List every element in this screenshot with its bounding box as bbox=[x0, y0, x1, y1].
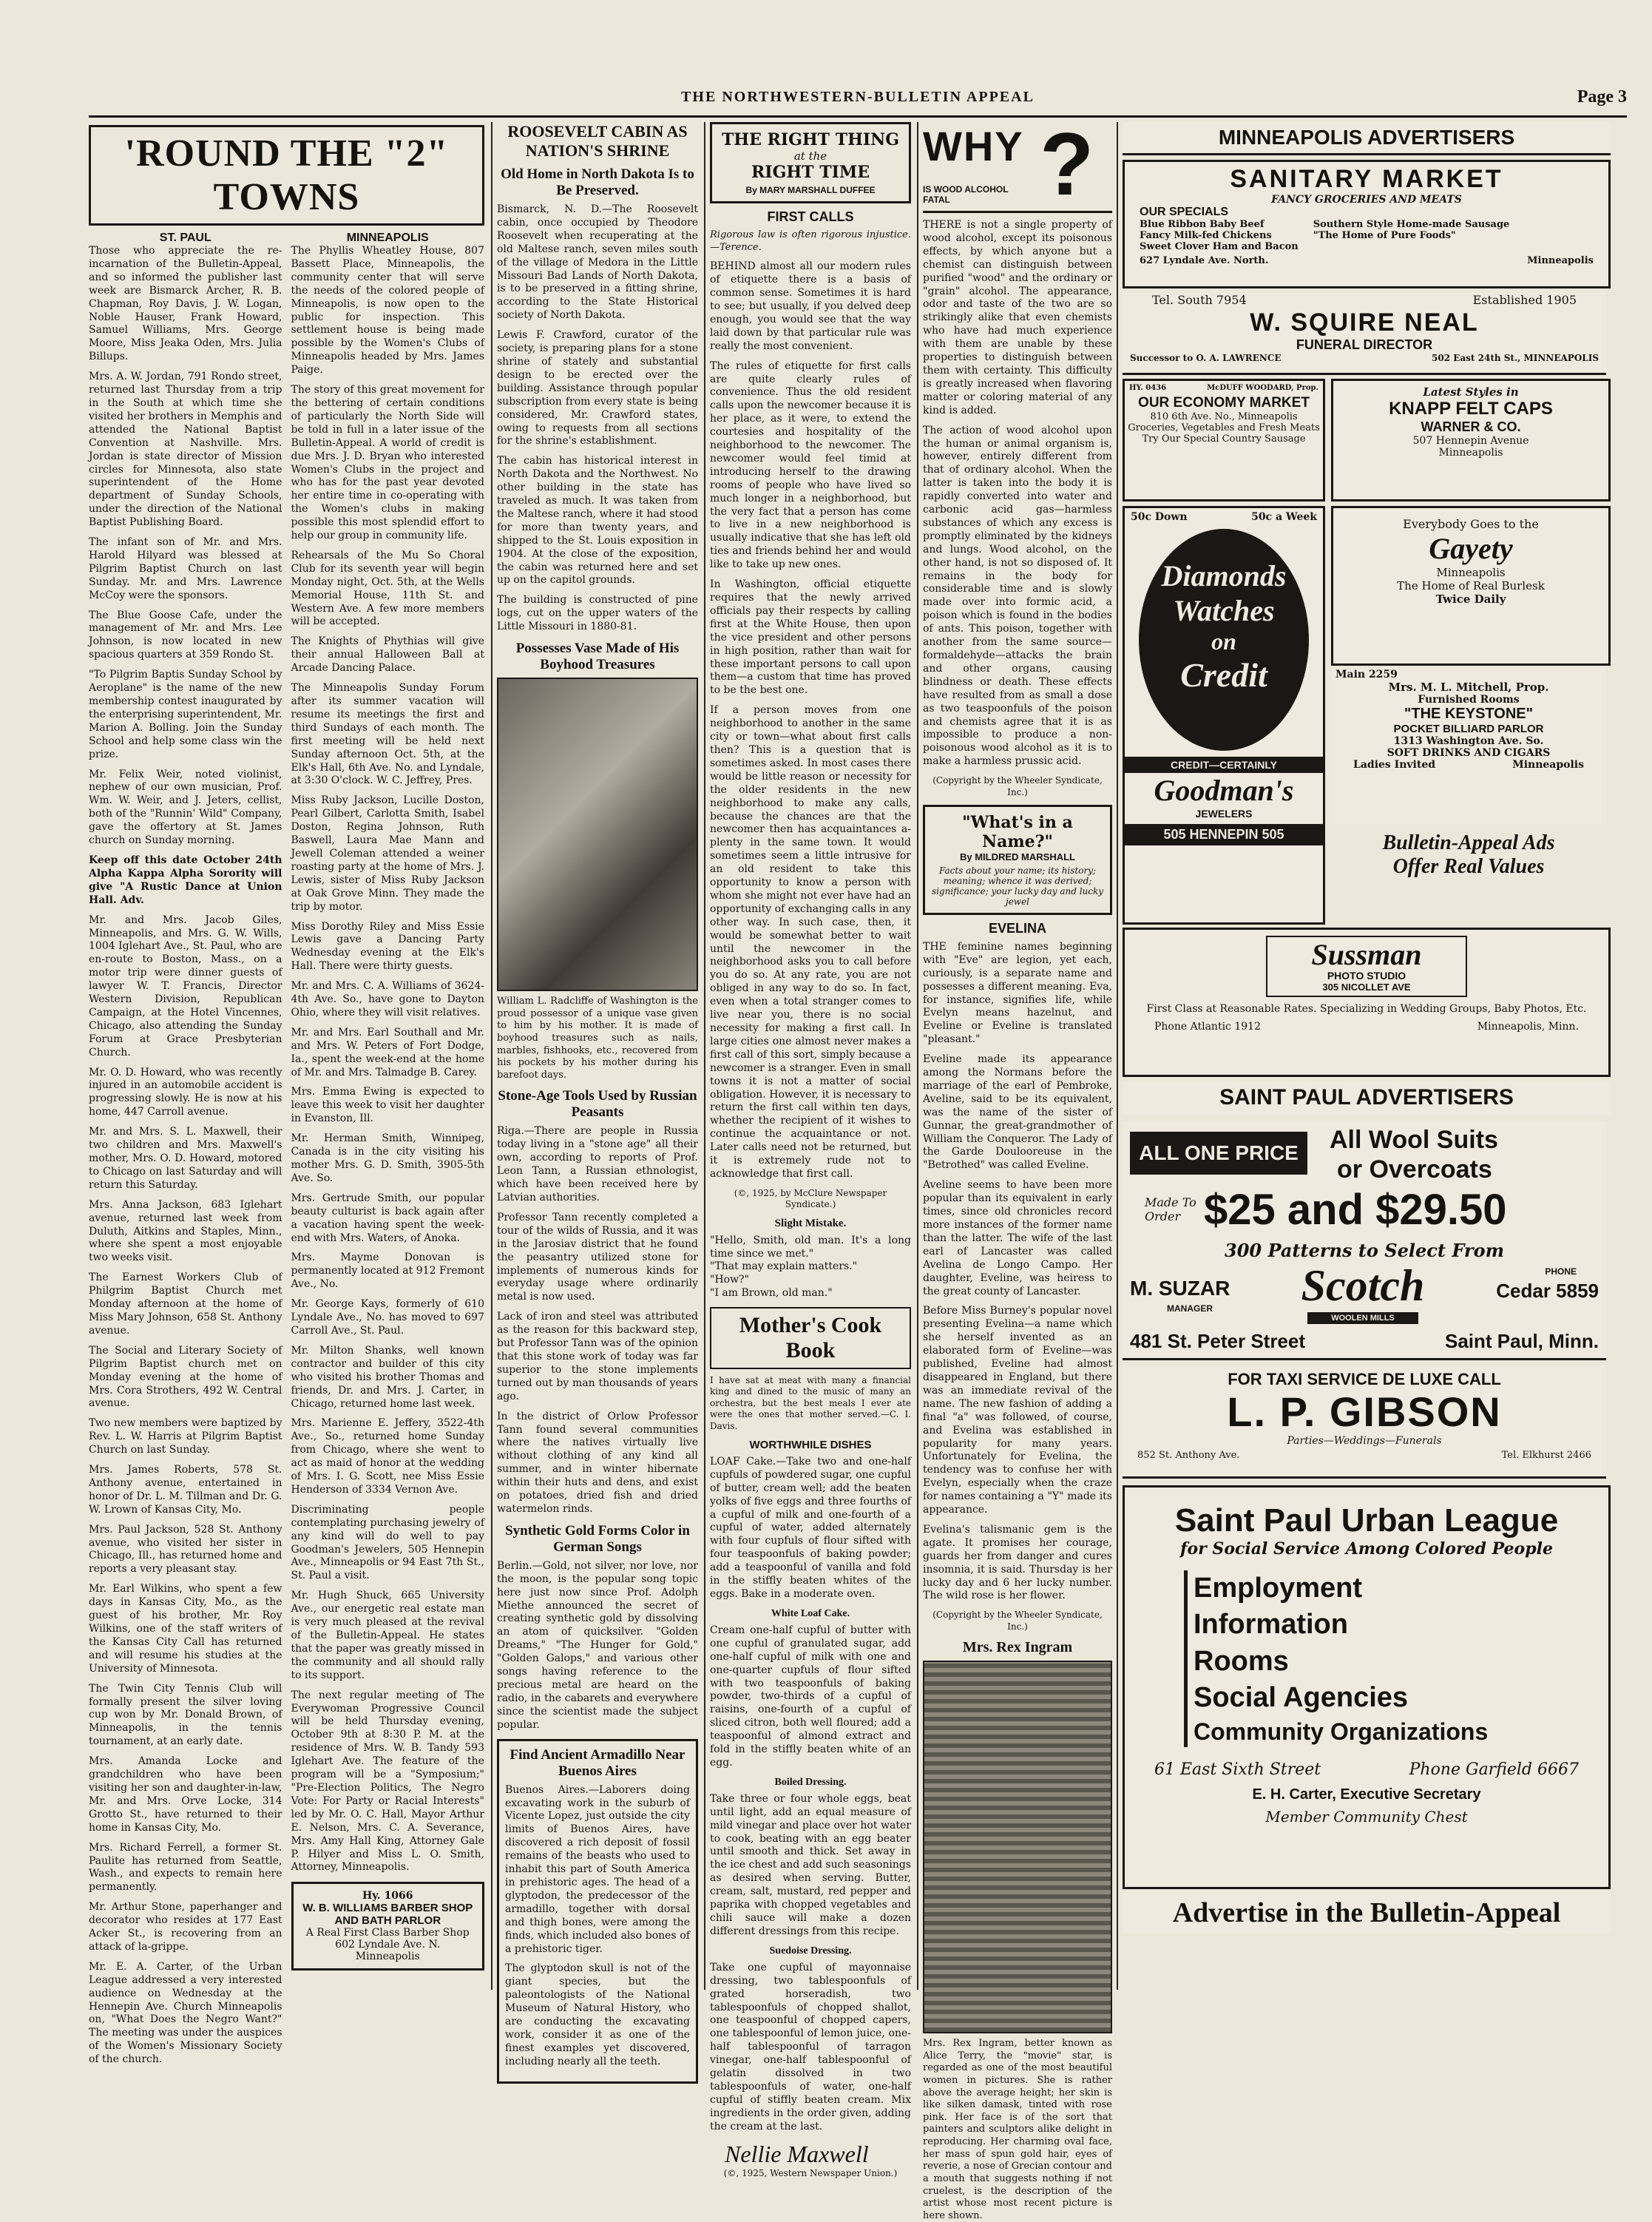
article-paragraph: BEHIND almost all our modern rules of etiquette there is a basis of common sense. Sometimes it is hard to see; but usually, if you delved deep enough, you would see that the way laid down by that particular rule was really the most convenient. bbox=[710, 260, 911, 352]
copyright: (©, 1925, Western Newspaper Union.) bbox=[723, 2167, 898, 2178]
slight-mistake-heading: Slight Mistake. bbox=[774, 1217, 847, 1229]
sussman-studio-ad bbox=[1123, 928, 1611, 1077]
special-item: "The Home of Pure Foods" bbox=[1313, 230, 1456, 241]
article-paragraph: In the district of Orlow Professor Tann found several communities where the natives virtually live without clothing of any kind all summer, and in winter hibernate within their huts and dens, and exist on potatoes, dried fish and dried watermelon rinds. bbox=[497, 1410, 698, 1515]
barber-address: 602 Lyndale Ave. N. bbox=[335, 1939, 441, 1951]
synthetic-gold-headline: Synthetic Gold Forms Color in German Songs bbox=[505, 1522, 690, 1555]
column-why-and-names bbox=[923, 115, 1112, 2221]
bulletin-appeal-promo bbox=[1331, 831, 1606, 913]
economy-goods: Groceries, Vegetables and Fresh Meats bbox=[1128, 422, 1320, 433]
news-item: Miss Dorothy Riley and Miss Essie Lewis gave a Dancing Party Wednesday evening at the Elk's Hall. There were thirty guests. bbox=[291, 920, 484, 973]
knapp-city: Minneapolis bbox=[1438, 447, 1503, 459]
credit-word: Credit bbox=[1180, 656, 1267, 694]
masthead-title: THE NORTHWESTERN-BULLETIN APPEAL bbox=[681, 89, 1035, 105]
keystone-rooms: Furnished Rooms bbox=[1418, 694, 1520, 706]
suits-line: All Wool Suits bbox=[1330, 1126, 1498, 1154]
neal-name: W. SQUIRE NEAL bbox=[1250, 308, 1479, 337]
urban-league-secretary: E. H. Carter, Executive Secretary bbox=[1252, 1786, 1481, 1803]
article-paragraph: Evelina's talismanic gem is the agate. It promises her courage, guards her from danger and cures insomnia, it is said. Thursday is her lucky day and 6 her lucky number. The wild rose is her flower. bbox=[923, 1523, 1112, 1602]
mothers-cook-book-banner: Mother's Cook Book bbox=[710, 1307, 911, 1369]
copyright: (©, 1925, by McClure Newspaper Syndicate.) bbox=[734, 1187, 887, 1210]
whats-in-a-name-byline: By MILDRED MARSHALL bbox=[960, 851, 1075, 862]
gibson-name: L. P. GIBSON bbox=[1227, 1388, 1502, 1435]
news-item: Mrs. A. W. Jordan, 791 Rondo street, returned last Thursday from a trip in the South at which time she visited her brothers in Memphis and attended the National Baptist Convention at Nashville. Mrs. Jordan is state director of Mission circles for Minnesota, also state superintendent of the Home department of Sunday Schools, under the direction of the National Baptist Publishing Board. bbox=[89, 371, 282, 529]
news-item: Mrs. Amanda Locke and grandchildren who have been visiting her son and daughter-in-law, Mr. and Mrs. Orve Locke, 314 Grotto St., have returned to their home in Kansas City, Mo. bbox=[89, 1755, 282, 1834]
recipe-heading: Boiled Dressing. bbox=[774, 1776, 847, 1788]
special-item: Southern Style Home-made Sausage bbox=[1313, 219, 1510, 230]
cookbook-quote: I have sat at meat with many a financial king and dined to the music of many an orchestra, but the best meals I ever ate were the ones that mother served.—C. I. Davis. bbox=[710, 1375, 911, 1431]
diamonds-word: Diamonds bbox=[1161, 559, 1287, 592]
recipe: Cream one-half cupful of butter with one cupful of granulated sugar, add one-half cupful of milk with one and one-quarter cupfuls of flour sifted with two teaspoonfuls of baking powder, two-thirds of a cupful of raisins, one-fourth of a cupful of sliced citron, both well floured; add a teaspoonful of almond extract and fold in the stiffly beaten white of an egg. bbox=[710, 1624, 911, 1769]
news-item: Mrs. Gertrude Smith, our popular beauty culturist is back again after a vacation having spent the week-end with Mrs. Waters, of Anoka. bbox=[291, 1192, 484, 1244]
service-item: Rooms bbox=[1194, 1645, 1289, 1677]
suzar-address: 481 St. Peter Street bbox=[1130, 1330, 1306, 1352]
keystone-drinks: SOFT DRINKS AND CIGARS bbox=[1387, 747, 1551, 759]
knapp-title: KNAPP FELT CAPS bbox=[1389, 399, 1553, 419]
recipe-heading: White Loaf Cake. bbox=[771, 1607, 850, 1619]
question-mark-icon: ? bbox=[1040, 115, 1094, 214]
news-item: Miss Ruby Jackson, Lucille Doston, Pearl Gilbert, Carlotta Smith, Isabel Doston, Regina Johnson, Ruth Baswell, Laura Mae Mann and Jewell Coleman attended a weiner roasting party at the home of Mrs. J. Lewis, sister of Miss Ruby Jackson at Oak Grove Minn. They made the trip by motor. bbox=[291, 794, 484, 913]
article-paragraph: Eveline made its appearance among the Normans before the marriage of the earl of Pembroke, Aveline, said to be its equivalent, was the name of the sister of Gunnar, the great-grandmother of William the Conqueror. The Lady of the Garde Doulooreuse in the "Betrothed" was called Eveline. bbox=[923, 1053, 1112, 1172]
all-one-price: ALL ONE PRICE bbox=[1130, 1132, 1307, 1175]
news-item: Mrs. Richard Ferrell, a former St. Paulite has returned from Seattle, Wash., and expects to remain here permanently. bbox=[89, 1841, 282, 1894]
right-time-title: RIGHT TIME bbox=[751, 163, 870, 182]
rex-ingram-heading: Mrs. Rex Ingram bbox=[962, 1639, 1073, 1656]
news-item: Rehearsals of the Mu So Choral Club for its seventh year will begin Monday night, Oct. 5th, at the Wells Memorial House, 11th St. and Western Ave. A few more members will be accepted. bbox=[291, 549, 484, 628]
news-item: Mr. Earl Wilkins, who spent a few days in Kansas City, Mo., as the guest of his brother, Mr. Roy Wilkins, one of the staff writers of the Kansas City Call has returned and will resume his studies at the University of Minnesota. bbox=[89, 1583, 282, 1675]
promo-line-2: Offer Real Values bbox=[1392, 855, 1545, 878]
news-item: Mr. Felix Weir, noted violinist, nephew of our own musician, Prof. Wm. W. Weir, and J. Jeters, cellist, both of the "Runnin' Wild" Company, gave the offertory at St. James church on Sunday morning. bbox=[89, 768, 282, 847]
article-paragraph: THE feminine names beginning with "Eve" are legion, yet each, curiously, is a separate name and possesses a different meaning. Eva, for instance, signifies life, while Evelyn means hazelnut, and Eveline or Eveline is translated "pleasant." bbox=[923, 940, 1112, 1046]
armadillo-box bbox=[497, 1739, 698, 2084]
st-paul-heading: ST. PAUL bbox=[159, 232, 211, 244]
why-banner bbox=[923, 115, 1112, 214]
news-item: Discriminating people contemplating purchasing jewelry of any kind will do well to pay Goodman's Jewelers, 505 Hennepin Ave., Minneapolis or 94 East 7th St., St. Paul a visit. bbox=[291, 1503, 484, 1582]
gibson-taxi-ad bbox=[1123, 1365, 1606, 1479]
taxi-intro: FOR TAXI SERVICE DE LUXE CALL bbox=[1228, 1370, 1501, 1388]
urban-league-subtitle: for Social Service Among Colored People bbox=[1180, 1539, 1553, 1559]
economy-address: 810 6th Ave. No., Minneapolis bbox=[1150, 411, 1298, 422]
suzar-phone: Cedar 5859 bbox=[1496, 1280, 1599, 1302]
special-item: Blue Ribbon Baby Beef bbox=[1140, 219, 1265, 230]
minneapolis-column bbox=[291, 232, 485, 2073]
recipe-heading: Suedoise Dressing. bbox=[769, 1945, 852, 1956]
gibson-address: 852 St. Anthony Ave. bbox=[1137, 1449, 1240, 1461]
news-item: The story of this great movement for the bettering of certain conditions of particularly the North Side will be told in full in a later issue of the Bulletin-Appeal. A world of credit is due Mrs. J. D. Bryan who interested Women's Clubs in the project and who has for the past year devoted her entire time in co-operating with the Women's clubs in making possible this most splendid effort to help our group in community life. bbox=[291, 384, 484, 542]
overcoats-line: or Overcoats bbox=[1337, 1155, 1492, 1183]
suzar-name: M. SUZAR bbox=[1130, 1277, 1230, 1300]
right-thing-at: at the bbox=[793, 149, 827, 163]
diamonds-down: 50c Down bbox=[1131, 511, 1188, 523]
news-item: The Twin City Tennis Club will formally present the silver loving cup won by Mr. Donald Brown, of Minneapolis, in the tennis tournament, at an early date. bbox=[89, 1682, 282, 1748]
made-to-order: Made To Order bbox=[1145, 1195, 1196, 1223]
sussman-photo-studio: PHOTO STUDIO bbox=[1327, 970, 1406, 982]
radcliffe-photo bbox=[497, 678, 698, 991]
news-item: Mrs. Anna Jackson, 683 Iglehart avenue, returned last week from Duluth, Aitkins and Staples, Minn., where she spent a most enjoyable two weeks visit. bbox=[89, 1198, 282, 1264]
neal-address: 502 East 24th St., MINNEAPOLIS bbox=[1432, 353, 1599, 363]
news-item: Mrs. Emma Ewing is expected to leave this week to visit her daughter in Evanston, Ill. bbox=[291, 1086, 484, 1125]
diamonds-badge bbox=[1139, 529, 1309, 751]
knapp-caps-ad bbox=[1331, 379, 1611, 502]
masthead bbox=[89, 87, 1627, 118]
news-item: Mr. George Kays, formerly of 610 Lyndale Ave., No. has moved to 697 Carroll Ave., St. Paul. bbox=[291, 1298, 484, 1337]
article-paragraph: THERE is not a single property of wood alcohol, except its poisonous effects, by which anyone but a chemist can distinguish between purified "wood" and the ordinary or "grain" alcohol. The appearance, odor and taste of the two are so strikingly alike that even chemists who have had much experience with them are unable by these properties to distinguish between them with certainty. This difficulty is greatly increased when flavoring matter or coloring material of any kind is added. bbox=[923, 219, 1112, 416]
dialogue-line: "How?" bbox=[710, 1274, 750, 1286]
keystone-billiard: POCKET BILLIARD PARLOR bbox=[1393, 723, 1544, 735]
knapp-company: WARNER & CO. bbox=[1421, 419, 1521, 434]
first-calls-heading: FIRST CALLS bbox=[767, 209, 854, 224]
suzar-scotch-mills-ad bbox=[1123, 1121, 1606, 1360]
goodmans-name: Goodman's bbox=[1154, 774, 1294, 807]
keystone-title: "THE KEYSTONE" bbox=[1404, 706, 1534, 722]
news-item: Mrs. James Roberts, 578 St. Anthony avenue, entertained in honor of Dr. L. M. Tillman and Dr. G. W. Lrown of Kansas City, Mo. bbox=[89, 1464, 282, 1516]
suzar-city: Saint Paul, Minn. bbox=[1444, 1330, 1599, 1352]
barber-tagline: A Real First Class Barber Shop bbox=[305, 1927, 470, 1939]
news-item: The next regular meeting of The Everywoman Progressive Council will be held Thursday evening, October 9th at 8:30 P. M. at the residence of Mrs. W. B. Tandy 593 Iglehart Ave. The feature of the program will be a "Symposium;" "Pre-Election Politics, The Negro Vote: For Party or Racial Interests" led by Mr. O. C. Hall, Mayor Arthur E. Nelson, Mrs. C. A. Severance, Mrs. Amy Hall King, Attorney Gale P. Hilyer and Miss L. O. Smith, Attorney, Minneapolis. bbox=[291, 1689, 484, 1874]
quote: Rigorous law is often rigorous injustice. —Terence. bbox=[710, 229, 911, 253]
dialogue-line: "I am Brown, old man." bbox=[710, 1287, 833, 1300]
dialogue-line: "Hello, Smith, old man. It's a long time since we met." bbox=[710, 1234, 911, 1260]
economy-prop: McDUFF WOODARD, Prop. bbox=[1207, 384, 1318, 392]
keystone-city: Minneapolis bbox=[1512, 759, 1584, 771]
special-item: Fancy Milk-fed Chickens bbox=[1140, 230, 1272, 241]
article-paragraph: Buenos Aires.—Laborers doing excavating work in the suburb of Vicente Lopez, just outside the city limits of Buenos Aires, have discovered a rich deposit of fossil remains of the beasts who used to inhabit this part of South America in prehistoric ages. The head of a glyptodon, the predecessor of the armadillo, together with dorsal and thigh bones, were among the finds, which included also bones of a prehistoric tiger. bbox=[505, 1783, 690, 1955]
sussman-name: Sussman bbox=[1311, 938, 1422, 971]
sanitary-address: 627 Lyndale Ave. North. bbox=[1140, 255, 1269, 266]
article-paragraph: The cabin has historical interest in North Dakota and the Northwest. No other building in the state has traveled as much. It was taken from the Maltese ranch, where it had stood for more than twenty years, and shipped to the St. Louis exposition in 1904. At the close of the exposition, the cabin was returned here and set up on the capitol grounds. bbox=[497, 455, 698, 587]
article-paragraph: Lack of iron and steel was attributed as the reason for this backward step, but Professor Tann was of the opinion that this stone work of today was far superior to the stone implements turned out by man thousands of years ago. bbox=[497, 1311, 698, 1402]
keystone-prop: Mrs. M. L. Mitchell, Prop. bbox=[1388, 681, 1549, 694]
news-item: Two new members were baptized by Rev. L. W. Harris at Pilgrim Baptist Church on last Sunday. bbox=[89, 1417, 282, 1456]
keystone-address: 1313 Washington Ave. So. bbox=[1393, 735, 1544, 747]
why-subtitle: IS WOOD ALCOHOL FATAL bbox=[923, 184, 1009, 206]
sanitary-city: Minneapolis bbox=[1527, 255, 1594, 266]
article-paragraph: Lewis F. Crawford, curator of the society, is preparing plans for a stone shrine of stately and substantial design to be erected over the building. Assistance through popular subscription from every state is being considered, Mr. Crawford states, owing to requests from all sections for the shrine's establishment. bbox=[497, 329, 698, 448]
gibson-services: Parties—Weddings—Funerals bbox=[1287, 1434, 1442, 1447]
special-item: Sweet Clover Ham and Bacon bbox=[1140, 241, 1299, 252]
column-rule bbox=[1117, 122, 1118, 1990]
roosevelt-headline: ROOSEVELT CABIN AS NATION'S SHRINE bbox=[507, 122, 688, 160]
urban-league-address: 61 East Sixth Street bbox=[1154, 1760, 1321, 1780]
minneapolis-advertisers-header: MINNEAPOLIS ADVERTISERS bbox=[1123, 122, 1611, 155]
news-item: Mr. and Mrs. C. A. Williams of 3624-4th Ave. So., have gone to Dayton Ohio, where they will visit relatives. bbox=[291, 980, 484, 1019]
sussman-phone: Phone Atlantic 1912 bbox=[1154, 1021, 1261, 1033]
whats-in-a-name-title: "What's in a Name?" bbox=[962, 812, 1073, 851]
news-item: Mr. Milton Shanks, well known contractor and builder of this city who visited his brother Thomas and friends, Dr. and Mrs. J. Carter, in Chicago, returned home last week. bbox=[291, 1344, 484, 1410]
column-etiquette bbox=[710, 122, 911, 2178]
copyright: (Copyright by the Wheeler Syndicate, Inc.) bbox=[932, 775, 1103, 797]
diamonds-week: 50c a Week bbox=[1251, 511, 1317, 523]
article-paragraph: The action of wood alcohol upon the human or animal organism is, however, entirely different from that of ordinary alcohol. When the latter is taken into the body it is rapidly converted into water and carbonic acid gas—harmless substances of which any excess is promptly eliminated by the kidneys and lungs. Wood alcohol, on the other hand, is not so disposed of. It remains in the body for considerable time and is slowly made over into formic acid, a poison which is found in the bodies of ants. This poison, together with another from the same source—formaldehyde—attacks the brain and other organs, causing blindness or death. These effects have resulted from as small a dose as two teaspoonfuls of the poison and chemists agree that it is as impossible to produce a non-poisonous wood alcohol as it is to make a harmless prussic acid. bbox=[923, 424, 1112, 768]
gayety-intro: Everybody Goes to the bbox=[1403, 517, 1539, 531]
recipe: LOAF Cake.—Take two and one-half cupfuls of powdered sugar, one cupful of butter, cream well; add the beaten yolks of five eggs and three fourths of a cupful of milk and one-fourth of a cupful of water, added alternately with four cupfuls of flour sifted with four teaspoonfuls of baking powder; add a teaspoonful of vanilla and fold in the stiffly beaten whites of the eggs. Bake in a moderate oven. bbox=[710, 1455, 911, 1600]
economy-market-ad bbox=[1123, 379, 1325, 502]
neal-phone: Tel. South 7954 bbox=[1152, 293, 1247, 307]
news-item: "To Pilgrim Baptis Sunday School by Aeroplane" is the name of the new membership contest inaugurated by the enterprising superintendent, Mr. Marion A. Bolling. Join the Sunday School and help some class win the prize. bbox=[89, 669, 282, 760]
column-news-briefs bbox=[497, 122, 698, 2067]
urban-league-phone: Phone Garfield 6667 bbox=[1409, 1760, 1579, 1780]
news-item: Mr. and Mrs. Earl Southall and Mr. and Mrs. W. Peters of Fort Dodge, Ia., spent the week-end at the home of Mr. and Mrs. Talmadge B. Carey. bbox=[291, 1026, 484, 1078]
right-thing-box bbox=[710, 122, 911, 203]
minneapolis-heading: MINNEAPOLIS bbox=[346, 232, 429, 244]
suzar-phone-label: PHONE bbox=[1545, 1266, 1577, 1277]
news-item: Mr. and Mrs. Jacob Giles, Minneapolis, and Mrs. G. W. Wills, 1004 Iglehart Ave., St. Paul, who are en-route to Boston, Mass., on a motor trip were dinner guests of lawyer W. T. Francis, Director Western Division, Republican Campaign, at the Hotel Vincennes, Chicago, also attending the Sunday Forum at Grace Presbyterian Church. bbox=[89, 914, 282, 1058]
news-item: Mr. and Mrs. S. L. Maxwell, their two children and Mrs. Maxwell's mother, Mrs. O. D. Howard, motored to Chicago on last Saturday and will return this Saturday. bbox=[89, 1126, 282, 1191]
news-item: The Blue Goose Cafe, under the management of Mr. and Mrs. Lee Johnson, is now located in new spacious quarters at 359 Rondo St. bbox=[89, 609, 282, 661]
article-paragraph: The building is constructed of pine logs, cut on the upper waters of the Little Missouri in 1880-81. bbox=[497, 594, 698, 633]
article-paragraph: Before Miss Burney's popular novel presenting Evelina—a name which she herself invented as an elaborated form of Eveline—was published, Eveline had almost disappeared in England, but there was an immediate revival of the name. The new fashion of adding a final "a" was followed, of course, and Evelina was established in popularity for many years. Unfortunately for Evelina, the tendency was to confuse her with Evelyn, especially when the craze for names containing a "Y" made its appearance. bbox=[923, 1305, 1112, 1516]
article-paragraph: The glyptodon skull is not of the giant species, but the paleontologists of the National Museum of Natural History, who are conducting the excavating work, consider it as one of the finest examples yet discovered, including nearly all the teeth. bbox=[505, 1962, 690, 2067]
article-paragraph: Professor Tann recently completed a tour of the wilds of Russia, and it was in the Jarosiav district that he found the peasantry utilized stone for implements of numerous kinds for everyday usage where ordinarily metal is now used. bbox=[497, 1211, 698, 1303]
urban-league-ad bbox=[1123, 1485, 1611, 1889]
gayety-tagline: The Home of Real Burlesk bbox=[1397, 579, 1545, 592]
page-number: Page 3 bbox=[1577, 87, 1627, 107]
news-item: Mrs. Paul Jackson, 528 St. Anthony avenue, who visited her sister in Chicago, Ill., has returned home and reports a very pleasant stay. bbox=[89, 1523, 282, 1576]
squire-neal-ad bbox=[1123, 291, 1606, 375]
barber-name: W. B. WILLIAMS BARBER SHOP AND BATH PARLOR bbox=[302, 1902, 473, 1928]
urban-league-services bbox=[1184, 1570, 1608, 1747]
gibson-phone: Tel. Elkhurst 2466 bbox=[1501, 1449, 1591, 1461]
barber-shop-ad bbox=[291, 1882, 485, 1971]
keystone-phone: Main 2259 bbox=[1336, 669, 1398, 681]
article-paragraph: Berlin.—Gold, not silver, nor love, nor the moon, is the popular song topic here just now since Prof. Adolph Miethe announced the secret of creating synthetic gold by dissolving an atom of quicksilver. "Golden Dreams," "The Hunger for Gold," "Golden Galops," and various other songs having reference to the precious metal are heard on the radio, in the cabarets and everywhere since the scientist made the subject popular. bbox=[497, 1559, 698, 1731]
sussman-address: 305 NICOLLET AVE bbox=[1322, 982, 1411, 993]
keystone-ad bbox=[1331, 669, 1606, 824]
photo-caption: Mrs. Rex Ingram, better known as Alice Terry, the "movie" star, is regarded as one of the most beautiful women in pictures. She is rather above the average height; her skin is like silken damask, tinted with rose pink. Her face is of the sort that painters and sculptors alike delight in reproducing. Her charming oval face, her mass of spun gold hair, eyes of reverie, a nose of Grecian contour and a mouth that suggests nothing if not cruelest, is the description of the artist whose most recent picture is here shown. bbox=[923, 2038, 1112, 2221]
knapp-address: 507 Hennepin Avenue bbox=[1412, 435, 1529, 447]
news-item: The Knights of Phythias will give their annual Halloween Ball at Arcade Dancing Palace. bbox=[291, 635, 484, 675]
column-rule bbox=[704, 122, 705, 1990]
news-item: Keep off this date October 24th Alpha Kappa Alpha Sorority will give "A Rustic Dance at Union Hall. Adv. bbox=[89, 854, 282, 906]
service-item: Social Agencies bbox=[1194, 1682, 1409, 1714]
advertise-footer: Advertise in the Bulletin-Appeal bbox=[1123, 1892, 1611, 1934]
scotch-logo: Scotch bbox=[1301, 1261, 1425, 1310]
keystone-ladies: Ladies Invited bbox=[1353, 759, 1436, 771]
armadillo-headline: Find Ancient Armadillo Near Buenos Aires bbox=[510, 1746, 685, 1779]
economy-sausage: Try Our Special Country Sausage bbox=[1142, 433, 1306, 445]
on-word: on bbox=[1211, 628, 1236, 655]
news-item: Mr. O. D. Howard, who was recently injured in an automobile accident is progressing slowly. He is now at his home, 447 Carroll avenue. bbox=[89, 1066, 282, 1118]
urban-league-chest: Member Community Chest bbox=[1265, 1808, 1468, 1826]
urban-league-title: Saint Paul Urban League bbox=[1174, 1502, 1559, 1539]
column-rule bbox=[491, 122, 492, 1990]
news-item: Mr. E. A. Carter, of the Urban League addressed a very interested audience on Wednesday at the Hennepin Ave. Church Minneapolis on, "What Does the Negro Want?" The meeting was under the auspices of the Women's Missionary Society of the church. bbox=[89, 1960, 282, 2066]
knapp-intro: Latest Styles in bbox=[1423, 385, 1519, 399]
sussman-specialty: First Class at Reasonable Rates. Specializing in Wedding Groups, Baby Photos, Etc. bbox=[1146, 1003, 1587, 1015]
news-item: Those who appreciate the re-incarnation of the Bulletin-Appeal, and so informed the publisher last week are Bismarck Archer, R. B. Chapman, Roy Davis, J. W. Logan, Noble Hauser, Frank Howard, Samuel Williams, Mrs. George Moore, Miss Jeaka Oden, Mrs. Julia Billups. bbox=[89, 245, 282, 363]
alice-terry-photo bbox=[923, 1661, 1112, 2033]
economy-phone: HY. 0436 bbox=[1129, 384, 1167, 392]
sussman-city: Minneapolis, Minn. bbox=[1477, 1021, 1579, 1033]
sussman-logo bbox=[1266, 936, 1467, 997]
service-item: Information bbox=[1194, 1609, 1348, 1641]
why-word: WHY bbox=[923, 123, 1024, 169]
woolen-mills: WOOLEN MILLS bbox=[1307, 1312, 1418, 1324]
vase-headline: Possesses Vase Made of His Boyhood Treasures bbox=[515, 641, 680, 673]
service-item: Community Organizations bbox=[1194, 1718, 1489, 1745]
sanitary-market-ad bbox=[1123, 160, 1611, 288]
copyright: (Copyright by the Wheeler Syndicate, Inc.) bbox=[932, 1610, 1103, 1632]
news-item: Mr. Herman Smith, Winnipeg, Canada is in the city visiting his mother Mrs. G. D. Smith, 3905-5th Ave. So. bbox=[291, 1132, 484, 1184]
roosevelt-subhead: Old Home in North Dakota Is to Be Preserved. bbox=[501, 166, 694, 198]
signature: Nellie Maxwell bbox=[725, 2140, 869, 2167]
article-paragraph: The rules of etiquette for first calls are quite clearly rules of convenience. Thus the old resident calls upon the newcomer because it is her place, as it were, to extend the courtesies and hospitality of the neighborhood to the newcomer. The newcomer would feel timid at introducing herself to the drawing rooms of people who have lived so much longer in a neighborhood, but the very fact that a person has come to live in a new neighborhood is usually indicative that she has left old ties and friends behind her and would like to take up new ones. bbox=[710, 359, 911, 571]
sanitary-subtitle: FANCY GROCERIES AND MEATS bbox=[1271, 194, 1462, 206]
neal-role: FUNERAL DIRECTOR bbox=[1296, 337, 1433, 352]
round-the-towns-title: 'ROUND THE "2" TOWNS bbox=[89, 125, 484, 226]
news-item: The Social and Literary Society of Pilgrim Baptist church met on Monday evening at the home of Mrs. Cora Strothers, 492 W. Central avenue. bbox=[89, 1344, 282, 1410]
news-item: Mr. Arthur Stone, paperhanger and decorator who resides at 177 East Acker St., is recovering from an attack of la-grippe. bbox=[89, 1901, 282, 1953]
recipe: Take three or four whole eggs, beat until light, add an equal measure of mild vinegar and place over hot water to cook, beating with an egg beater until smooth and thick. Set away in the ice chest and add such seasonings as desired when serving. Butter, cream, salt, mustard, red pepper and paprika with chopped vegetables and chili sauce will make a dozen different dressings from this recipe. bbox=[710, 1792, 911, 1937]
service-item: Employment bbox=[1194, 1573, 1363, 1604]
barber-phone: Hy. 1066 bbox=[362, 1890, 413, 1902]
goodmans-diamonds-ad bbox=[1123, 506, 1325, 925]
news-item: The Phyllis Wheatley House, 807 Bassett Place, Minneapolis, the community center that will serve the needs of the colored people of Minneapolis, is now open to the public for inspection. This settlement house is being made possible by the Women's Clubs of Minneapolis headed by Mrs. James Paige. bbox=[291, 245, 484, 376]
promo-line-1: Bulletin-Appeal Ads bbox=[1382, 831, 1555, 854]
news-item: The Minneapolis Sunday Forum after its summer vacation will resume its meetings the first and third Sundays of each month. The first meeting will be held next Sunday afternoon Oct. 5th, at the Elk's Hall, 6th Ave. No. and Lyndale, at 3:30 O'clock. W. C. Jeffrey, Pres. bbox=[291, 682, 484, 787]
suzar-manager: MANAGER bbox=[1167, 1303, 1213, 1314]
watches-word: Watches bbox=[1173, 594, 1275, 627]
dialogue-line: "That may explain matters." bbox=[710, 1260, 858, 1273]
sanitary-title: SANITARY MARKET bbox=[1230, 165, 1503, 193]
whats-in-a-name-box bbox=[923, 805, 1112, 915]
neal-established: Established 1905 bbox=[1472, 293, 1577, 307]
news-item: Mr. Hugh Shuck, 665 University Ave., our energetic real estate man is very much pleased at the revival of the Bulletin-Appeal. He states that the paper was greatly missed in the community and all should rally to its support. bbox=[291, 1590, 484, 1681]
neal-successor: Successor to O. A. LAWRENCE bbox=[1130, 353, 1282, 363]
photo-caption: William L. Radcliffe of Washington is the proud possessor of a unique vase given to him by his mother. It is made of boyhood treasures such as nails, marbles, fishhooks, etc., recovered from his pockets by his mother during his barefoot days. bbox=[497, 996, 698, 1081]
barber-city: Minneapolis bbox=[355, 1951, 420, 1963]
stone-age-headline: Stone-Age Tools Used by Russian Peasants bbox=[498, 1088, 697, 1121]
st-paul-column bbox=[89, 232, 282, 2073]
column-round-the-towns bbox=[89, 122, 484, 2066]
worthwhile-dishes-heading: WORTHWHILE DISHES bbox=[749, 1438, 872, 1451]
patterns-line: 300 Patterns to Select From bbox=[1225, 1240, 1504, 1261]
suit-price: $25 and $29.50 bbox=[1204, 1186, 1507, 1234]
goodmans-address: 505 HENNEPIN 505 bbox=[1125, 824, 1323, 845]
economy-title: OUR ECONOMY MARKET bbox=[1138, 395, 1310, 411]
news-item: The infant son of Mr. and Mrs. Harold Hilyard was blessed at Pilgrim Baptist Church on last Sunday. Mr. and Mrs. Lawrence McCoy were the sponsors. bbox=[89, 536, 282, 601]
news-item: Mrs. Mayme Donovan is permanently located at 912 Fremont Ave., No. bbox=[291, 1252, 484, 1291]
column-rule bbox=[917, 122, 918, 1990]
article-paragraph: Aveline seems to have been more popular than its equivalent in early times, since old chronicles record more instances of the former name than the latter. The wife of the last earl of Lancaster was called Avelina de Longo Campo. Her daughter, Eveline, was heiress to the great county of Lancaster. bbox=[923, 1179, 1112, 1297]
right-thing-title: THE RIGHT THING bbox=[721, 130, 900, 149]
gayety-city: Minneapolis bbox=[1436, 566, 1506, 579]
gayety-shows: Twice Daily bbox=[1435, 592, 1506, 606]
recipe: Take one cupful of mayonnaise dressing, two tablespoonfuls of grated horseradish, two tablespoonfuls of chopped shallot, one teaspoonful of chopped capers, one tablespoonful of lemon juice, one-half tablespoonful of tarragon vinegar, one-half tablespoonful of gelatin dissolved in two tablespoonfuls of water, one-half cupful of stiffly beaten cream. Mix ingredients in the order given, adding the cream at the last. bbox=[710, 1961, 911, 2132]
article-paragraph: In Washington, official etiquette requires that the newly arrived officials pay their respects by calling first at the White House, then upon the vice president and other persons in high position, rather than wait for these important persons to call upon them—a custom that time has proved to be the best one. bbox=[710, 578, 911, 697]
sanitary-specials: OUR SPECIALS bbox=[1140, 206, 1229, 218]
byline: By MARY MARSHALL DUFFEE bbox=[745, 185, 876, 195]
news-item: Mrs. Marienne E. Jeffery, 3522-4th Ave., So., returned home Sunday from Chicago, where she went to act as maid of honor at the wedding of Mrs. I. G. Scott, nee Miss Essie Henderson of 3334 Vernon Ave. bbox=[291, 1417, 484, 1496]
news-item: The Earnest Workers Club of Philgrim Baptist Church met Monday afternoon at the home of Miss Mary Johnson, 658 St. Anthony avenue. bbox=[89, 1272, 282, 1337]
saint-paul-advertisers-header: SAINT PAUL ADVERTISERS bbox=[1123, 1081, 1611, 1114]
credit-certainly: CREDIT—CERTAINLY bbox=[1125, 757, 1323, 773]
article-paragraph: Riga.—There are people in Russia today living in a "stone age" all their own, according to reports of Prof. Leon Tann, a Russian ethnologist, which have been received here by Latvian authorities. bbox=[497, 1125, 698, 1203]
article-paragraph: Bismarck, N. D.—The Roosevelt cabin, once occupied by Theodore Roosevelt when recuperating at the old Maltese ranch, seven miles south of the village of Medora in the Little Missouri Bad Lands of North Dakota, is to be preserved in a fitting shrine, according to the State Historical society of North Dakota. bbox=[497, 203, 698, 322]
gayety-ad bbox=[1331, 506, 1611, 666]
evelina-heading: EVELINA bbox=[988, 920, 1046, 936]
article-paragraph: If a person moves from one neighborhood to another in the same city or town—what about first calls then? This is a question that is sometimes asked. In most cases there would be little reason or necessity for the older residents in the new neighborhood to make any calls, because the chances are that the newcomer then has acquaintances a-plenty in the same town. It would sometimes seem a little intrusive for an old resident to take this opportunity to know a person with whom she might not ever have had an opportunity of exchanging calls in any other way. In such case, then, it would be somewhat better to wait until the newcomer in the neighborhood asks you to call before you do so. At any rate, you are not obliged in any way to do so. In fact, even when a total stranger comes to live near you, there is no social necessity for making a first call. In large cities one almost never makes a first call of this sort, simply because a newcomer is a stranger. Even in small towns it is not a matter of social obligation. However, it is necessary to return the first call within ten days, whether the recipient of it wishes to continue the acquaintance or not. Later calls need not be returned, but it is extremely rude not to acknowledge that first call. bbox=[710, 704, 911, 1180]
goodmans-jewelers: JEWELERS bbox=[1195, 808, 1253, 820]
gayety-title: Gayety bbox=[1429, 532, 1513, 565]
whats-in-a-name-sub: Facts about your name; its history; meaning; whence it was derived; significance; your lucky day and lucky jewel bbox=[931, 865, 1104, 907]
